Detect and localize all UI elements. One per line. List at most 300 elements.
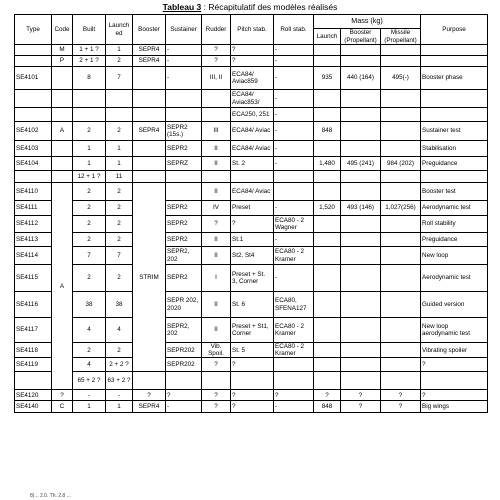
cell-built: 2 (73, 265, 106, 292)
cell-sustainer: SEPR2 (166, 265, 202, 292)
cell-code: A (52, 122, 73, 141)
cell-built: 7 (73, 247, 106, 265)
cell-missileprop (381, 141, 421, 157)
cell-purpose (421, 90, 488, 108)
cell-launch (314, 358, 341, 372)
cell-built (73, 108, 106, 122)
cell-booster: ? (133, 390, 166, 401)
cell-type: SE4113 (15, 233, 52, 247)
cell-booster (133, 108, 166, 122)
cell-launched: 1 (106, 141, 133, 157)
cell-launch (314, 233, 341, 247)
cell-launched: 7 (106, 67, 133, 90)
cell-built: 1 + 1 ? (73, 45, 106, 56)
cell-pitch: ? (231, 45, 274, 56)
cell-sustainer: SEPR202 (166, 343, 202, 358)
cell-launched: 2 + 2 ? (106, 358, 133, 372)
cell-purpose (421, 108, 488, 122)
cell-roll: - (274, 90, 314, 108)
cell-built: 12 + 1 ? (73, 171, 106, 183)
cell-purpose: Aerodynamic test (421, 265, 488, 292)
cell-type: SE4120 (15, 390, 52, 401)
cell-built: 1 (73, 401, 106, 413)
cell-pitch: ECA84/ Aviac859 (231, 67, 274, 90)
cell-missileprop (381, 171, 421, 183)
cell-built: 2 (73, 216, 106, 233)
cell-type (15, 108, 52, 122)
cell-launch: ? (314, 390, 341, 401)
cell-roll: - (274, 401, 314, 413)
cell-launched: 11 (106, 171, 133, 183)
cell-launch (314, 372, 341, 390)
cell-type: SE4101 (15, 67, 52, 90)
cell-code-merged: A (52, 183, 73, 390)
cell-sustainer: SEPR2, 202 (166, 247, 202, 265)
cell-launch: 935 (314, 67, 341, 90)
cell-missileprop (381, 247, 421, 265)
cell-pitch: ? (231, 390, 274, 401)
cell-purpose: ? (421, 390, 488, 401)
cell-code (52, 90, 73, 108)
cell-roll: - (274, 265, 314, 292)
cell-sustainer: - (166, 45, 202, 56)
cell-type: SE4116 (15, 292, 52, 318)
cell-built: 38 (73, 292, 106, 318)
cell-launched (106, 90, 133, 108)
cell-rudder: ? (202, 56, 231, 67)
cell-missileprop (381, 90, 421, 108)
cell-rudder: ? (202, 358, 231, 372)
cell-roll: ECA80 - 2 Wagner (274, 216, 314, 233)
cell-purpose: Vibrating spoiler (421, 343, 488, 358)
table-row (15, 122, 488, 141)
table-row (15, 45, 488, 56)
cell-launched: 2 (106, 343, 133, 358)
cell-boosterprop (341, 141, 381, 157)
cell-boosterprop (341, 318, 381, 343)
cell-built: 2 (73, 122, 106, 141)
table-row (15, 183, 488, 201)
cell-rudder: II (202, 141, 231, 157)
cell-rudder: ? (202, 216, 231, 233)
table-row (15, 233, 488, 247)
cell-launched: 1 (106, 157, 133, 171)
cell-launch: 848 (314, 401, 341, 413)
cell-pitch: ECA84/ Aviac853/ (231, 90, 274, 108)
cell-purpose: Booster test (421, 183, 488, 201)
cell-missileprop (381, 45, 421, 56)
cell-launched: 2 (106, 216, 133, 233)
cell-built: 4 (73, 358, 106, 372)
cell-purpose: Big wings (421, 401, 488, 413)
cell-type: SE4117 (15, 318, 52, 343)
cell-missileprop: ? (381, 390, 421, 401)
cell-code: P (52, 56, 73, 67)
header-rudder: Rudder (202, 15, 231, 45)
cell-roll: - (274, 141, 314, 157)
cell-launched: 38 (106, 292, 133, 318)
cell-booster (133, 90, 166, 108)
cell-pitch: ? (231, 216, 274, 233)
cell-booster: SEPR4 (133, 401, 166, 413)
cell-missileprop: 1,027(256) (381, 201, 421, 216)
cell-missileprop: 495(-) (381, 67, 421, 90)
header-mass: Mass (kg) (314, 15, 421, 29)
table-row (15, 201, 488, 216)
cell-roll: - (274, 45, 314, 56)
table-row (15, 141, 488, 157)
cell-missileprop (381, 372, 421, 390)
cell-type: SE4104 (15, 157, 52, 171)
cell-missileprop (381, 358, 421, 372)
cell-launch (314, 216, 341, 233)
cell-launched: - (106, 390, 133, 401)
cell-purpose: Sustainer test (421, 122, 488, 141)
cell-rudder: II (202, 183, 231, 201)
cell-roll (274, 183, 314, 201)
cell-type (15, 372, 52, 390)
cell-missileprop (381, 265, 421, 292)
cell-sustainer: SEPR2, 202 (166, 318, 202, 343)
cell-sustainer: SEPR2 (166, 141, 202, 157)
cell-sustainer (166, 183, 202, 201)
table-row (15, 343, 488, 358)
cell-launch (314, 292, 341, 318)
cell-built: 2 (73, 343, 106, 358)
cell-pitch: Preset (231, 201, 274, 216)
header-missile-propellant: Missile (Propellant) (381, 29, 421, 45)
cell-pitch: ECA250, 251 (231, 108, 274, 122)
cell-code: ? (52, 390, 73, 401)
cell-built: 2 (73, 183, 106, 201)
cell-pitch: ? (231, 358, 274, 372)
cell-launched: 2 (106, 201, 133, 216)
cell-launch (314, 56, 341, 67)
cell-boosterprop: ? (341, 401, 381, 413)
cell-sustainer: SEPR202 (166, 358, 202, 372)
cell-launched: 2 (106, 122, 133, 141)
header-sustainer: Sustainer (166, 15, 202, 45)
cell-built: 2 (73, 233, 106, 247)
cell-type: SE4111 (15, 201, 52, 216)
table-row (15, 67, 488, 90)
cell-type (15, 171, 52, 183)
cell-missileprop (381, 108, 421, 122)
cell-missileprop (381, 233, 421, 247)
cell-boosterprop (341, 372, 381, 390)
cell-boosterprop: 493 (146) (341, 201, 381, 216)
summary-table (14, 14, 488, 413)
cell-purpose: New loop aerodynamic test (421, 318, 488, 343)
cell-roll: ECA80 - 2 Kramer (274, 247, 314, 265)
cell-booster: SEPR4 (133, 56, 166, 67)
cell-pitch: St. 5 (231, 343, 274, 358)
header-purpose: Purpose (421, 15, 488, 45)
cell-purpose: ? (421, 358, 488, 372)
cell-launched: 2 (106, 56, 133, 67)
cell-sustainer: - (166, 56, 202, 67)
cell-code (52, 141, 73, 157)
cell-launch: 1,480 (314, 157, 341, 171)
cell-roll (274, 358, 314, 372)
cell-roll (274, 171, 314, 183)
cell-booster (133, 141, 166, 157)
cell-rudder: Vib. Spoil. (202, 343, 231, 358)
cell-rudder: ? (202, 390, 231, 401)
cell-code (52, 157, 73, 171)
cell-rudder (202, 171, 231, 183)
cell-rudder: III, II (202, 67, 231, 90)
cell-missileprop (381, 292, 421, 318)
cell-sustainer (166, 108, 202, 122)
cell-sustainer (166, 372, 202, 390)
table-row (15, 390, 488, 401)
cell-built: 8 (73, 67, 106, 90)
cell-boosterprop (341, 171, 381, 183)
cell-launch: 848 (314, 122, 341, 141)
cell-built: - (73, 390, 106, 401)
cell-launched: 4 (106, 318, 133, 343)
cell-launch (314, 171, 341, 183)
cell-missileprop (381, 122, 421, 141)
table-row (15, 318, 488, 343)
cell-type (15, 45, 52, 56)
cell-pitch: ECA84/ Aviac (231, 141, 274, 157)
cell-sustainer: SEPR2 (166, 216, 202, 233)
cell-missileprop (381, 183, 421, 201)
cell-rudder (202, 108, 231, 122)
cell-roll: - (274, 56, 314, 67)
cell-built: 4 (73, 318, 106, 343)
cell-rudder: IV (202, 201, 231, 216)
cell-purpose (421, 171, 488, 183)
cell-type: SE4112 (15, 216, 52, 233)
cell-code: C (52, 401, 73, 413)
cell-sustainer: ? (166, 390, 202, 401)
cell-sustainer: SEPR2 (166, 233, 202, 247)
cell-pitch: ? (231, 56, 274, 67)
cell-launch (314, 45, 341, 56)
cell-booster: SEPR4 (133, 45, 166, 56)
cell-boosterprop (341, 216, 381, 233)
cell-type: SE4114 (15, 247, 52, 265)
cell-pitch: St.1 (231, 233, 274, 247)
cell-missileprop (381, 318, 421, 343)
table-row (15, 56, 488, 67)
cell-rudder (202, 90, 231, 108)
cell-sustainer: - (166, 67, 202, 90)
cell-roll: ECA80, SFENA127 (274, 292, 314, 318)
cell-purpose (421, 372, 488, 390)
cell-boosterprop: 495 (241) (341, 157, 381, 171)
header-booster: Booster (133, 15, 166, 45)
cell-boosterprop (341, 90, 381, 108)
cell-code (52, 108, 73, 122)
cell-pitch: Preset + St1, Corner (231, 318, 274, 343)
cell-built: 2 + 1 ? (73, 56, 106, 67)
cell-rudder (202, 372, 231, 390)
table-row (15, 247, 488, 265)
header-booster-propellant: Booster (Propellant) (341, 29, 381, 45)
header-launched: Launched (106, 15, 133, 45)
cell-sustainer: - (166, 401, 202, 413)
cell-built: 2 (73, 201, 106, 216)
cell-built: 1 (73, 157, 106, 171)
cell-launched: 2 (106, 265, 133, 292)
cell-missileprop (381, 343, 421, 358)
cell-boosterprop (341, 343, 381, 358)
cell-sustainer: SEPRZ (166, 157, 202, 171)
cell-sustainer: SEPR 202, 2020 (166, 292, 202, 318)
cell-type: SE4118 (15, 343, 52, 358)
cell-type: SE4103 (15, 141, 52, 157)
cell-type: SE4102 (15, 122, 52, 141)
cell-missileprop (381, 216, 421, 233)
table-title (0, 2, 500, 12)
cell-pitch: ? (231, 401, 274, 413)
cell-roll: - (274, 201, 314, 216)
cell-purpose (421, 56, 488, 67)
cell-roll (274, 372, 314, 390)
cell-purpose: Guided version (421, 292, 488, 318)
cell-built: 1 (73, 141, 106, 157)
cell-booster (133, 372, 166, 390)
cell-boosterprop (341, 122, 381, 141)
cell-type: SE4115 (15, 265, 52, 292)
cell-missileprop: 984 (202) (381, 157, 421, 171)
cell-rudder: II (202, 157, 231, 171)
cell-booster (133, 67, 166, 90)
cell-rudder: ? (202, 45, 231, 56)
table-caption: : Récapitulatif des modèles réalisés (201, 2, 338, 12)
cell-rudder: II (202, 292, 231, 318)
header-code: Code (52, 15, 73, 45)
cell-code (52, 67, 73, 90)
cell-purpose: Preguidance (421, 233, 488, 247)
table-number: Tableau 3 (162, 2, 202, 12)
cell-launch (314, 265, 341, 292)
cell-boosterprop (341, 358, 381, 372)
cell-rudder: I (202, 265, 231, 292)
cell-roll: ECA80 - 2 Kramer (274, 318, 314, 343)
table-row (15, 90, 488, 108)
cell-purpose: Roll stability (421, 216, 488, 233)
cell-rudder: ? (202, 401, 231, 413)
cell-roll: - (274, 157, 314, 171)
cell-type: SE4119 (15, 358, 52, 372)
cell-purpose: Booster phase (421, 67, 488, 90)
cell-boosterprop (341, 292, 381, 318)
cell-boosterprop (341, 233, 381, 247)
cell-launch (314, 108, 341, 122)
cell-sustainer: SEPR2 (166, 201, 202, 216)
cell-purpose (421, 45, 488, 56)
cell-launched: 63 + 2 ? (106, 372, 133, 390)
cell-boosterprop (341, 45, 381, 56)
cell-roll: - (274, 67, 314, 90)
cell-launched: 1 (106, 45, 133, 56)
cell-sustainer (166, 90, 202, 108)
cell-booster (133, 157, 166, 171)
cell-boosterprop: 440 (164) (341, 67, 381, 90)
cell-boosterprop (341, 108, 381, 122)
cell-rudder: II (202, 233, 231, 247)
cell-purpose: Aerodynamic test (421, 201, 488, 216)
table-row (15, 372, 488, 390)
cell-launch (314, 183, 341, 201)
table-row (15, 216, 488, 233)
page-footer: 8(... 2.0. Th. 2.8 ... (30, 493, 71, 499)
table-row (15, 171, 488, 183)
cell-missileprop (381, 56, 421, 67)
cell-roll: - (274, 108, 314, 122)
cell-pitch: Preset + St. 3, Corner (231, 265, 274, 292)
table-row (15, 401, 488, 413)
cell-launched: 2 (106, 233, 133, 247)
cell-code: M (52, 45, 73, 56)
cell-rudder: II (202, 318, 231, 343)
cell-launch (314, 247, 341, 265)
header-built: Built (73, 15, 106, 45)
cell-booster: SEPR4 (133, 122, 166, 141)
cell-type: SE4140 (15, 401, 52, 413)
cell-launched: 2 (106, 183, 133, 201)
table-row (15, 157, 488, 171)
header-roll-stab: Roll stab. (274, 15, 314, 45)
cell-pitch: St2. St4 (231, 247, 274, 265)
cell-pitch (231, 171, 274, 183)
cell-launched: 1 (106, 401, 133, 413)
table-row (15, 358, 488, 372)
cell-purpose: Preguidance (421, 157, 488, 171)
cell-launch: 1,520 (314, 201, 341, 216)
table-row (15, 292, 488, 318)
cell-boosterprop (341, 183, 381, 201)
cell-pitch: ECA84/ Aviac (231, 122, 274, 141)
cell-purpose: New loop (421, 247, 488, 265)
cell-booster-merged: STRIM (133, 183, 166, 372)
cell-launched: 7 (106, 247, 133, 265)
cell-booster (133, 171, 166, 183)
cell-type: SE4110 (15, 183, 52, 201)
cell-built: 65 + 2 ? (73, 372, 106, 390)
cell-roll: - (274, 122, 314, 141)
cell-launch (314, 343, 341, 358)
cell-sustainer (166, 171, 202, 183)
cell-launch (314, 90, 341, 108)
cell-boosterprop (341, 56, 381, 67)
cell-pitch: St. 2 (231, 157, 274, 171)
cell-rudder: III (202, 122, 231, 141)
cell-missileprop: ? (381, 401, 421, 413)
cell-launch (314, 318, 341, 343)
cell-type (15, 56, 52, 67)
header-pitch-stab: Pitch stab. (231, 15, 274, 45)
cell-built (73, 90, 106, 108)
cell-boosterprop (341, 265, 381, 292)
header-launch-mass: Launch (314, 29, 341, 45)
cell-roll: ECA80 - 2 Kramer (274, 343, 314, 358)
cell-pitch: St. 6 (231, 292, 274, 318)
cell-rudder: II (202, 247, 231, 265)
cell-roll: ? (274, 390, 314, 401)
cell-launch (314, 141, 341, 157)
table-row (15, 265, 488, 292)
cell-pitch (231, 372, 274, 390)
cell-boosterprop: ? (341, 390, 381, 401)
cell-boosterprop (341, 247, 381, 265)
cell-pitch: ECA84/ Aviac (231, 183, 274, 201)
